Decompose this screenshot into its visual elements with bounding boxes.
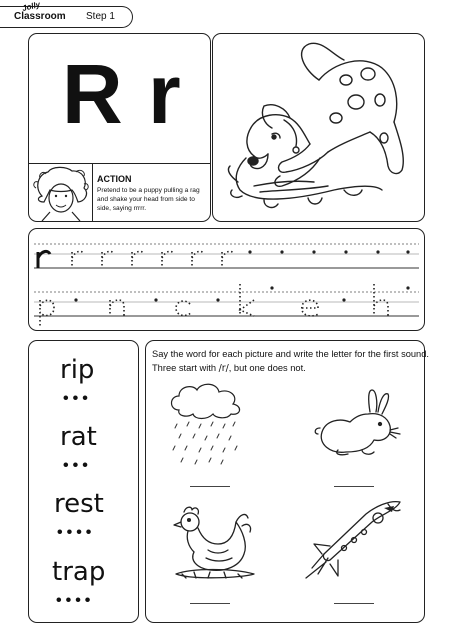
brand-logo-small: Jolly: [21, 0, 42, 14]
puppy-with-rag-icon: [224, 40, 416, 218]
word-trap: trap: [52, 557, 106, 587]
hen-icon: [172, 504, 258, 582]
sound-symbol: /r/: [218, 362, 229, 374]
action-title: ACTION: [97, 174, 132, 184]
answer-line[interactable]: [334, 486, 374, 487]
word-rat: rat: [60, 422, 97, 452]
brand-logo: Classroom: [14, 11, 66, 22]
word-rest: rest: [54, 489, 104, 519]
answer-line[interactable]: [334, 603, 374, 604]
rabbit-icon: [314, 388, 406, 458]
sound-dots: ••••: [57, 524, 96, 541]
rain-cloud-icon: [167, 382, 247, 466]
action-divider-vertical: [92, 163, 93, 222]
sound-dots: •••: [63, 457, 92, 474]
action-divider: [28, 163, 211, 164]
rocket-icon: [300, 498, 406, 584]
sound-dots: •••: [63, 390, 92, 407]
girl-face-icon: [32, 166, 90, 221]
sound-dots: ••••: [56, 592, 95, 609]
answer-line[interactable]: [190, 486, 230, 487]
handwriting-guide: [28, 228, 425, 331]
answer-line[interactable]: [190, 603, 230, 604]
step-label: Step 1: [86, 11, 115, 22]
word-rip: rip: [60, 355, 95, 385]
big-letters: R r: [62, 47, 182, 141]
action-text: Pretend to be a puppy pulling a rag and shake your head from side to side, saying rrrrr.: [97, 187, 200, 212]
instruction-text: Say the word for each picture and write the letter for the first sound. Three start with /r/, but one does not.: [152, 349, 429, 374]
